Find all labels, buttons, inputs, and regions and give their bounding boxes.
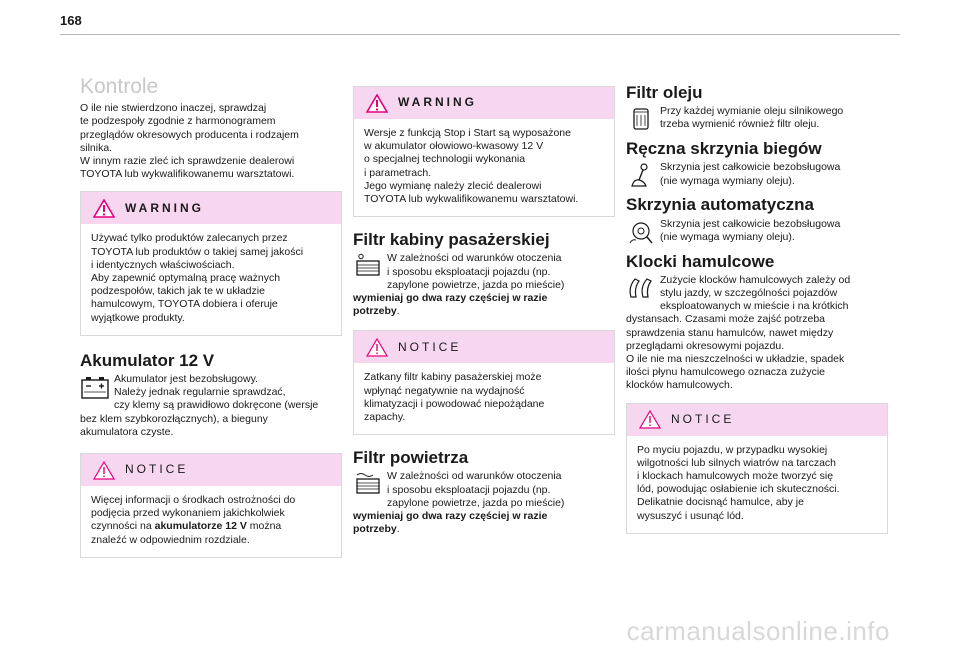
column-1 — [80, 75, 342, 576]
cabin-filter-text: W zależności od warunków otoczenia i sposobu eksploatacji pojazdu (np. zapylone powietrze, jazda po mieście) — [387, 252, 565, 291]
cabin-filter-icon — [353, 253, 383, 279]
cabin-filter-bold: wymieniaj go dwa razy częściej w razie potrzeby — [353, 292, 548, 318]
notice-text-part: Więcej informacji o środkach ostrożności do podjęcia przed wykonaniem jakichkolwiek czynności na — [91, 494, 296, 533]
cabin-filter-text-wrap — [353, 252, 564, 317]
notice-triangle-icon — [366, 338, 388, 357]
cabin-filter-end: . — [396, 305, 400, 318]
brake-pads-heading: Klocki hamulcowe — [626, 251, 775, 271]
warning-header — [81, 192, 341, 224]
notice-header — [627, 404, 887, 436]
notice-text — [81, 486, 341, 557]
warning-box — [80, 191, 342, 335]
notice-label: NOTICE — [398, 339, 462, 354]
auto-gearbox-paragraph — [626, 218, 888, 245]
notice-text: Zatkany filtr kabiny pasażerskiej może wpłynąć negatywnie na wydajność klimatyzacji i powodować niepożądane zapachy. — [364, 371, 545, 424]
notice-box — [626, 403, 888, 534]
warning-label: WARNING — [125, 200, 204, 215]
notice-label: NOTICE — [125, 462, 189, 477]
cabin-filter-heading: Filtr kabiny pasażerskiej — [353, 230, 550, 250]
notice-box — [80, 453, 342, 558]
brake-pads-icon — [626, 275, 656, 301]
notice-triangle-icon — [93, 461, 115, 480]
notice-text-part: można znaleźć w odpowiednim rozdziale. — [91, 520, 282, 546]
manual-gearbox-text: Skrzynia jest całkowicie bezobsługowa (nie wymaga wymiany oleju). — [660, 161, 841, 187]
manual-gearbox-heading: Ręczna skrzynia biegów — [626, 139, 822, 159]
gear-lever-icon — [626, 162, 656, 188]
air-filter-bold: wymieniaj go dwa razy częściej w razie potrzeby — [353, 510, 548, 536]
auto-gearbox-heading: Skrzynia automatyczna — [626, 195, 815, 215]
air-filter-icon — [353, 471, 383, 497]
warning-header — [354, 87, 614, 119]
warning-text: Wersje z funkcją Stop i Start są wyposażone w akumulator ołowiowo-kwasowy 12 V o specjalnej technologii wykonania i parametrach. Jego wymianę należy zlecić dealerowi TOYOTA lub wykwalifikowanemu warsztatowi. — [364, 127, 579, 206]
battery-heading: Akumulator 12 V — [80, 350, 215, 370]
air-filter-text-wrap — [353, 470, 564, 535]
column-3 — [626, 83, 888, 552]
battery-icon — [80, 374, 110, 400]
automatic-gearbox-icon — [626, 219, 656, 245]
notice-triangle-icon — [639, 410, 661, 429]
notice-header — [354, 331, 614, 363]
air-filter-text: W zależności od warunków otoczenia i sposobu eksploatacji pojazdu (np. zapylone powietrze, jazda po mieście) — [387, 470, 565, 509]
notice-header — [81, 454, 341, 486]
auto-gearbox-text: Skrzynia jest całkowicie bezobsługowa (nie wymaga wymiany oleju). — [660, 217, 841, 243]
warning-box — [353, 86, 615, 217]
manual-gearbox-paragraph — [626, 161, 888, 188]
oil-filter-icon — [626, 106, 656, 132]
battery-paragraph — [80, 373, 342, 439]
battery-text: Akumulator jest bezobsługowy. Należy jednak regularnie sprawdzać, czy klemy są prawidłowo dokręcone (wersje bez klem szybkorozłącznych), a bieguny akumulatora czyste. — [80, 373, 319, 438]
brake-pads-text: Zużycie klocków hamulcowych zależy od stylu jazdy, w szczególności pojazdów eksploatowanych w mieście i na krótkich dystansach. Czasami może zajść potrzeba sprawdzenia stanu hamulców, nawet między przeglądami okresowymi pojazdu. O ile nie ma nieszczelności w układzie, spadek ilości płynu hamulcowego oznacza zużycie klocków hamulcowych. — [626, 273, 851, 392]
warning-label: WARNING — [398, 95, 477, 110]
warning-triangle-icon — [93, 199, 115, 218]
section-title: Kontrole — [80, 75, 159, 98]
air-filter-heading: Filtr powietrza — [353, 448, 469, 468]
top-divider — [60, 34, 900, 35]
brake-pads-paragraph — [626, 274, 888, 393]
column-2 — [353, 80, 615, 546]
warning-text: Używać tylko produktów zalecanych przez TOYOTA lub produktów o takiej samej jakości i identycznych właściwościach. Aby zapewnić optymalną pracę ważnych podzespołów, takich jak te w układzie hamulcowym, TOYOTA dobiera i oferuje wyjątkowe produkty. — [91, 232, 304, 324]
notice-text-bold: akumulatorze 12 V — [154, 520, 247, 533]
warning-triangle-icon — [366, 94, 388, 113]
notice-text: Po myciu pojazdu, w przypadku wysokiej wilgotności lub silnych wiatrów na tarczach i klockach hamulcowych może tworzyć się lód, powodując osłabienie ich skuteczności. Delikatnie docisnąć hamulce, aby je wysuszyć i usunąć lód. — [637, 443, 840, 522]
oil-filter-paragraph — [626, 105, 888, 132]
cabin-filter-paragraph — [353, 252, 615, 318]
air-filter-end: . — [396, 523, 400, 536]
page-number: 168 — [60, 13, 82, 28]
notice-label: NOTICE — [671, 412, 735, 427]
air-filter-paragraph — [353, 470, 615, 536]
watermark: carmanualsonline.info — [626, 616, 890, 646]
intro-text: O ile nie stwierdzono inaczej, sprawdzaj te podzespoły zgodnie z harmonogramem przeglądów okresowych producenta i rodzajem silnika. W innym razie zleć ich sprawdzenie dealerowi TOYOTA lub wykwalifikowanemu warsztatowi. — [80, 102, 299, 181]
notice-box — [353, 330, 615, 435]
oil-filter-text: Przy każdej wymianie oleju silnikowego trzeba wymienić również filtr oleju. — [660, 105, 844, 131]
oil-filter-heading: Filtr oleju — [626, 83, 703, 102]
